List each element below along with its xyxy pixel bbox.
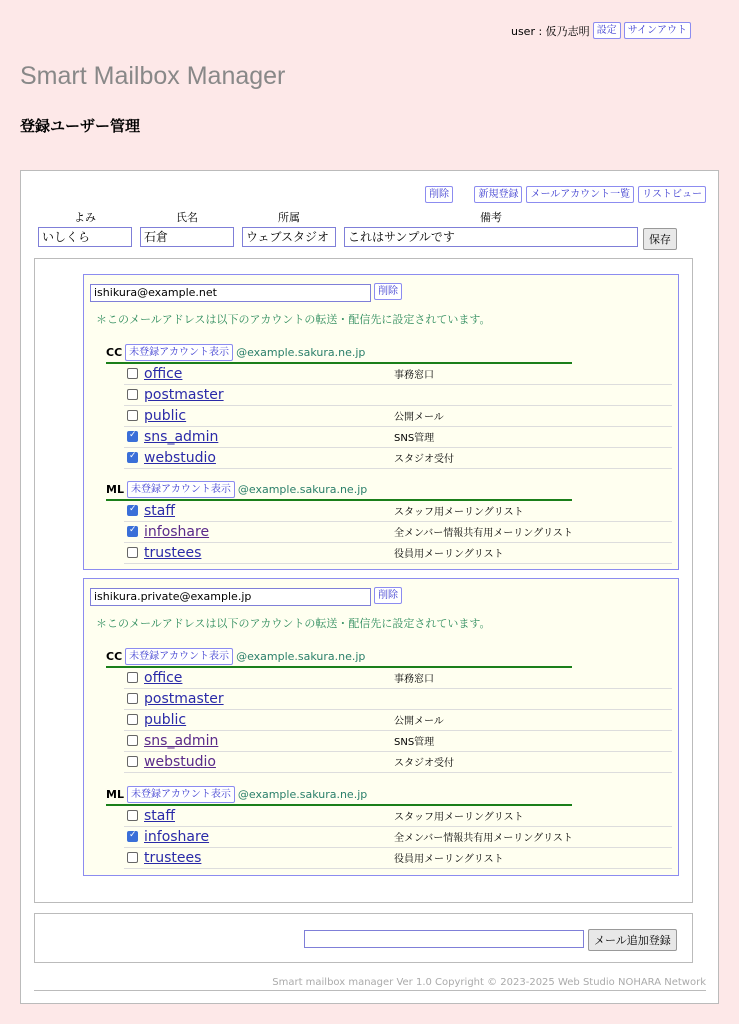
account-link[interactable]: sns_admin	[144, 732, 219, 749]
account-link[interactable]: staff	[144, 502, 176, 519]
account-checkbox[interactable]	[127, 756, 138, 767]
account-remark: 全メンバー情報共有用メーリングリスト	[394, 833, 573, 844]
account-row	[124, 384, 672, 406]
account-row	[124, 709, 672, 731]
account-row	[124, 426, 672, 448]
account-link[interactable]: trustees	[144, 544, 202, 561]
account-link[interactable]: public	[144, 407, 187, 424]
account-link[interactable]: office	[144, 365, 183, 382]
domain-label: @example.sakura.ne.jp	[236, 650, 366, 663]
email-field[interactable]: ishikura.private@example.jp	[90, 588, 371, 606]
account-checkbox[interactable]	[127, 735, 138, 746]
account-checkbox[interactable]	[127, 852, 138, 863]
account-row	[124, 730, 672, 752]
account-remark: スタッフ用メーリングリスト	[394, 812, 524, 823]
cc-group-header	[106, 647, 572, 668]
account-remark: 公開メール	[394, 412, 444, 423]
account-row	[124, 847, 672, 869]
note-label: 備考	[480, 211, 502, 224]
footer-copyright: Smart mailbox manager Ver 1.0 Copyright © 2023-2025 Web Studio NOHARA Network	[34, 977, 706, 991]
account-row	[124, 805, 672, 827]
account-row	[124, 667, 672, 689]
note-field[interactable]: これはサンプルです	[344, 227, 638, 247]
account-link[interactable]: infoshare	[144, 523, 210, 540]
account-remark: 公開メール	[394, 716, 444, 727]
settings-button[interactable]: 設定	[593, 22, 621, 39]
email-field[interactable]: ishikura@example.net	[90, 284, 371, 302]
account-remark: 事務窓口	[394, 674, 434, 685]
account-remark: 役員用メーリングリスト	[394, 854, 504, 865]
account-link[interactable]: webstudio	[144, 449, 216, 466]
user-panel	[20, 170, 719, 1004]
account-row	[124, 751, 672, 773]
account-row	[124, 542, 672, 564]
account-remark: SNS管理	[394, 737, 435, 748]
account-checkbox[interactable]	[127, 368, 138, 379]
domain-label: @example.sakura.ne.jp	[237, 483, 368, 496]
add-email-button[interactable]: メール追加登録	[588, 929, 677, 951]
account-remark: スタッフ用メーリングリスト	[394, 507, 524, 518]
account-link[interactable]: webstudio	[144, 753, 216, 770]
show-unregistered-button[interactable]: 未登録アカウント表示	[127, 481, 235, 498]
org-field[interactable]: ウェブスタジオ	[242, 227, 336, 247]
group-name: CC	[106, 346, 123, 359]
account-remark: スタジオ受付	[394, 758, 454, 769]
group-name: ML	[106, 483, 124, 496]
account-checkbox[interactable]	[127, 693, 138, 704]
account-remark: SNS管理	[394, 433, 435, 444]
page-title: 登録ユーザー管理	[20, 117, 141, 135]
account-row	[124, 688, 672, 710]
ml-group-header	[106, 480, 572, 501]
account-link[interactable]: postmaster	[144, 690, 224, 707]
account-link[interactable]: postmaster	[144, 386, 224, 403]
account-row	[124, 447, 672, 469]
delete-user-button[interactable]: 削除	[425, 186, 453, 203]
toolbar	[474, 186, 706, 203]
account-checkbox[interactable]	[127, 410, 138, 421]
user-bar	[511, 22, 691, 39]
group-name: CC	[106, 650, 123, 663]
delete-email-button[interactable]: 削除	[374, 283, 402, 300]
name-field[interactable]: 石倉	[140, 227, 234, 247]
yomi-field[interactable]: いしくら	[38, 227, 132, 247]
add-email-input[interactable]	[304, 930, 584, 948]
account-remark: 全メンバー情報共有用メーリングリスト	[394, 528, 573, 539]
account-checkbox[interactable]	[127, 672, 138, 683]
account-checkbox[interactable]	[127, 831, 138, 842]
account-checkbox[interactable]	[127, 547, 138, 558]
account-link[interactable]: public	[144, 711, 187, 728]
account-row	[124, 363, 672, 385]
account-checkbox[interactable]	[127, 389, 138, 400]
forward-notice: ＊このメールアドレスは以下のアカウントの転送・配信先に設定されています。	[96, 617, 491, 630]
user-name: user : 仮乃志明	[510, 24, 590, 38]
account-checkbox[interactable]	[127, 810, 138, 821]
account-remark: スタジオ受付	[394, 454, 454, 465]
account-row	[124, 405, 672, 427]
show-unregistered-button[interactable]: 未登録アカウント表示	[127, 786, 235, 803]
show-unregistered-button[interactable]: 未登録アカウント表示	[125, 648, 233, 665]
account-link[interactable]: sns_admin	[144, 428, 219, 445]
name-label: 氏名	[176, 211, 198, 224]
cc-group-header	[106, 343, 572, 364]
email-block	[83, 578, 679, 876]
account-row	[124, 521, 672, 543]
delete-email-button[interactable]: 削除	[374, 587, 402, 604]
domain-label: @example.sakura.ne.jp	[236, 346, 366, 359]
forward-notice: ＊このメールアドレスは以下のアカウントの転送・配信先に設定されています。	[96, 313, 491, 326]
account-row	[124, 826, 672, 848]
account-link[interactable]: trustees	[144, 849, 202, 866]
domain-label: @example.sakura.ne.jp	[237, 788, 368, 801]
app-title: Smart Mailbox Manager	[20, 62, 286, 90]
account-link[interactable]: staff	[144, 807, 176, 824]
signout-button[interactable]: サインアウト	[624, 22, 691, 39]
account-remark: 事務窓口	[394, 370, 434, 381]
account-checkbox[interactable]	[127, 526, 138, 537]
account-checkbox[interactable]	[127, 714, 138, 725]
account-list-button[interactable]: メールアカウント一覧	[526, 186, 634, 203]
show-unregistered-button[interactable]: 未登録アカウント表示	[125, 344, 233, 361]
list-view-button[interactable]: リストビュー	[638, 186, 706, 203]
org-label: 所属	[278, 211, 300, 224]
email-list	[34, 258, 693, 903]
account-row	[124, 500, 672, 522]
email-block	[83, 274, 679, 570]
save-button[interactable]: 保存	[643, 228, 677, 250]
group-name: ML	[106, 788, 124, 801]
account-checkbox[interactable]	[127, 505, 138, 516]
account-link[interactable]: office	[144, 669, 183, 686]
account-remark: 役員用メーリングリスト	[394, 549, 504, 560]
new-user-button[interactable]: 新規登録	[474, 186, 522, 203]
account-checkbox[interactable]	[127, 452, 138, 463]
add-email-box	[34, 913, 693, 963]
yomi-label: よみ	[74, 211, 96, 224]
account-link[interactable]: infoshare	[144, 828, 210, 845]
ml-group-header	[106, 785, 572, 806]
account-checkbox[interactable]	[127, 431, 138, 442]
